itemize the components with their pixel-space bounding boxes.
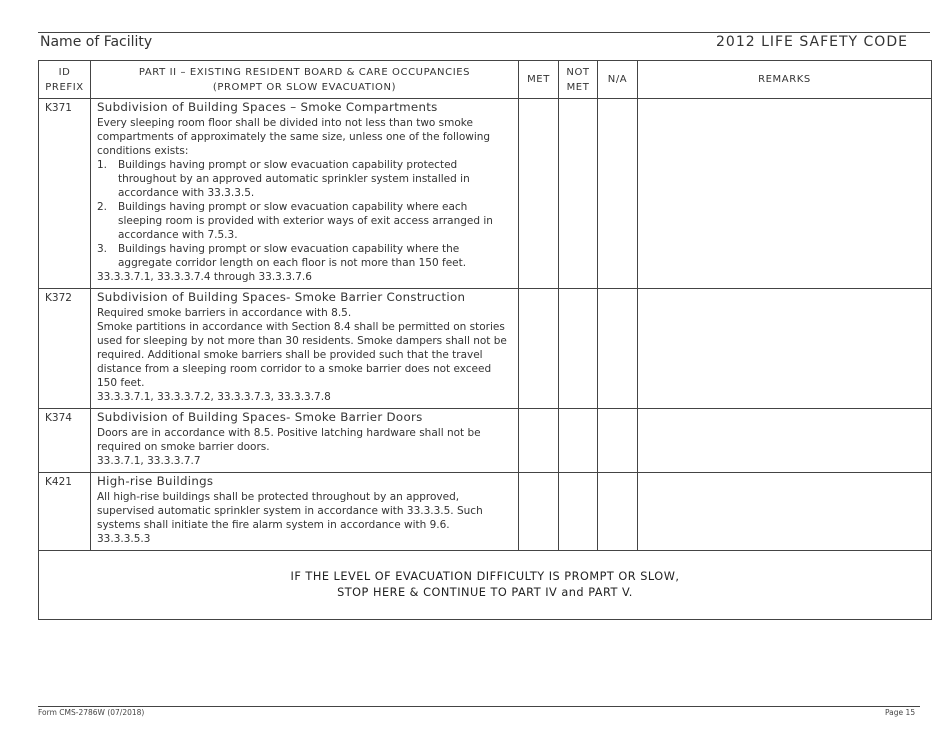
remarks-cell[interactable]	[638, 409, 932, 473]
regulation-title: Subdivision of Building Spaces- Smoke Barrier Doors	[97, 410, 423, 424]
remarks-cell[interactable]	[638, 473, 932, 551]
regulation-reference: 33.3.7.1, 33.3.3.7.7	[97, 455, 201, 467]
facility-name-label: Name of Facility	[40, 34, 153, 50]
row-id: K371	[39, 99, 91, 289]
col-not-met: NOT MET	[559, 61, 598, 99]
list-item: 3. Buildings having prompt or slow evacuation capability where the aggregate corridor length on each floor is not more than 150 feet.	[97, 243, 467, 269]
regulation-reference: 33.3.3.5.3	[97, 533, 151, 545]
regulation-title: Subdivision of Building Spaces – Smoke Compartments	[97, 100, 438, 114]
list-item: 1. Buildings having prompt or slow evacuation capability protected throughout by an approved automatic sprinkler system installed in accordance with 33.3.3.5.	[97, 159, 470, 199]
met-cell[interactable]	[519, 473, 559, 551]
table-row	[39, 473, 932, 551]
col-na: N/A	[598, 61, 638, 99]
evacuation-notice: IF THE LEVEL OF EVACUATION DIFFICULTY IS PROMPT OR SLOW, STOP HERE & CONTINUE TO PART IV and PART V.	[39, 551, 932, 620]
row-id: K374	[39, 409, 91, 473]
table-row	[39, 99, 932, 289]
col-id-prefix: ID PREFIX	[39, 61, 91, 99]
condition-list	[97, 158, 512, 270]
table-header-row	[39, 61, 932, 99]
met-cell[interactable]	[519, 99, 559, 289]
regulation-text: Every sleeping room floor shall be divided into not less than two smoke compartments of approximately the same size, unless one of the following conditions exists:	[97, 117, 491, 157]
table-row	[39, 409, 932, 473]
na-cell[interactable]	[598, 99, 638, 289]
met-cell[interactable]	[519, 409, 559, 473]
regulation-cell	[91, 99, 519, 289]
na-cell[interactable]	[598, 473, 638, 551]
page-number: Page 15	[885, 708, 916, 717]
not-met-cell[interactable]	[559, 99, 598, 289]
regulation-reference: 33.3.3.7.1, 33.3.3.7.4 through 33.3.3.7.6	[97, 271, 312, 283]
code-title: 2012 LIFE SAFETY CODE	[716, 34, 908, 50]
regulation-title: High-rise Buildings	[97, 474, 214, 488]
col-part-title: PART II – EXISTING RESIDENT BOARD & CARE OCCUPANCIES (PROMPT OR SLOW EVACUATION)	[91, 61, 519, 99]
regulation-text: Smoke partitions in accordance with Section 8.4 shall be permitted on stories used for sleeping by not more than 30 residents. Smoke dampers shall not be required. Additional smoke barriers shall be provided such that the travel distance from a sleeping room corridor to a smoke barrier does not exceed 150 feet.	[97, 321, 507, 389]
col-met: MET	[519, 61, 559, 99]
not-met-cell[interactable]	[559, 473, 598, 551]
lsc-checklist-table	[38, 60, 932, 620]
remarks-cell[interactable]	[638, 289, 932, 409]
regulation-cell	[91, 289, 519, 409]
remarks-cell[interactable]	[638, 99, 932, 289]
row-id: K372	[39, 289, 91, 409]
not-met-cell[interactable]	[559, 409, 598, 473]
notice-row	[39, 551, 932, 620]
form-id: Form CMS-2786W (07/2018)	[38, 708, 145, 717]
regulation-text: Required smoke barriers in accordance with 8.5.	[97, 307, 352, 319]
na-cell[interactable]	[598, 289, 638, 409]
row-id: K421	[39, 473, 91, 551]
list-item: 2. Buildings having prompt or slow evacuation capability where each sleeping room is provided with exterior ways of exit access arranged in accordance with 7.5.3.	[97, 201, 493, 241]
regulation-cell	[91, 409, 519, 473]
na-cell[interactable]	[598, 409, 638, 473]
regulation-text: Doors are in accordance with 8.5. Positive latching hardware shall not be required on smoke barrier doors.	[97, 427, 481, 453]
table-row	[39, 289, 932, 409]
header-rule	[38, 32, 930, 33]
col-remarks: REMARKS	[638, 61, 932, 99]
not-met-cell[interactable]	[559, 289, 598, 409]
met-cell[interactable]	[519, 289, 559, 409]
regulation-cell	[91, 473, 519, 551]
regulation-title: Subdivision of Building Spaces- Smoke Barrier Construction	[97, 290, 466, 304]
footer-rule	[38, 706, 920, 707]
regulation-text: All high-rise buildings shall be protected throughout by an approved, supervised automatic sprinkler system in accordance with 33.3.3.5. Such systems shall initiate the fire alarm system in accordance with 9.6.	[97, 491, 483, 531]
regulation-reference: 33.3.3.7.1, 33.3.3.7.2, 33.3.3.7.3, 33.3.3.7.8	[97, 391, 331, 403]
